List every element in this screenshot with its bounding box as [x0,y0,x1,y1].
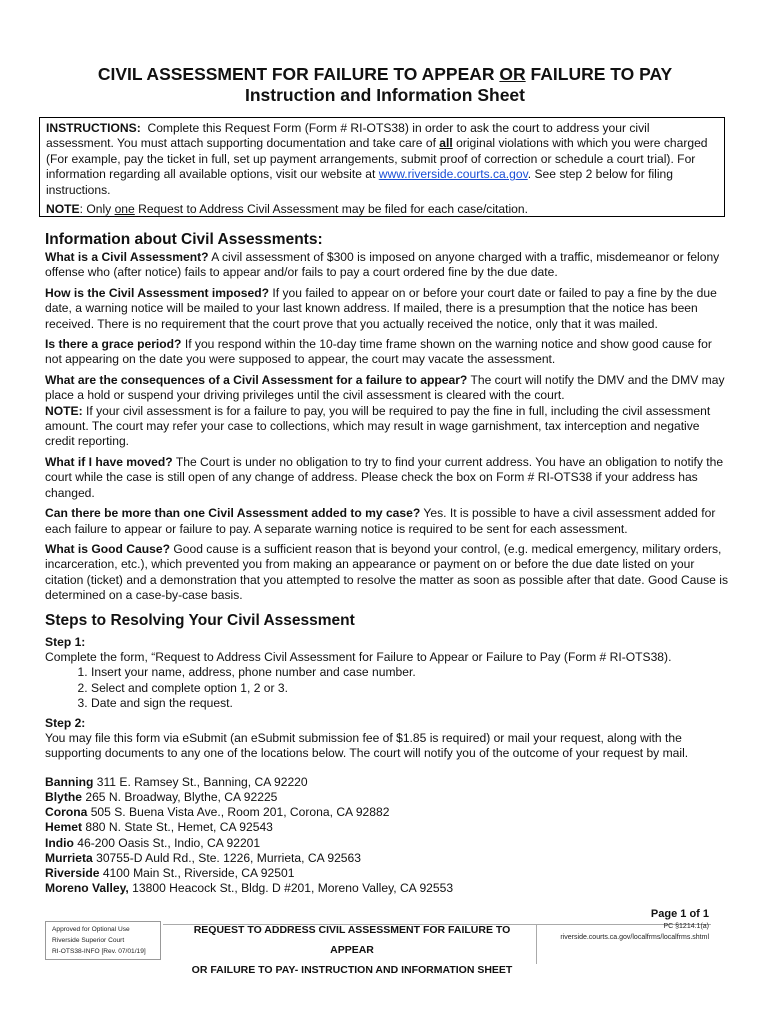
page-number: Page 1 of 1 [650,908,709,920]
footer-divider-vertical [536,924,537,964]
info-heading: Information about Civil Assessments: [45,231,323,248]
footer-approval-line: RI-OTS38-INFO [Rev. 07/01/19] [52,948,146,955]
list-item: 1. Insert your name, address, phone number and case number. [91,665,729,680]
location-item: Indio 46-200 Oasis St., Indio, CA 92201 [45,835,261,850]
qa-note: NOTE: If your civil assessment is for a failure to pay, you will be required to pay the fine in full, including the civil assessment amount. The court may refer your case to collections, which may result in wage garnishment, tax interception and negative credit reporting. [45,403,711,449]
location-item: Murrieta 30755-D Auld Rd., Ste. 1226, Murrieta, CA 92563 [45,850,361,865]
footer-approval-line: Approved for Optional Use [52,926,130,933]
list-item: 3. Date and sign the request. [91,696,729,711]
location-item: Blythe 265 N. Broadway, Blythe, CA 92225 [45,789,278,804]
qa-moved: What if I have moved? The Court is under no obligation to try to find your current address. You have an obligation to notify the court while the case is still open of any change of address. Please check the box on Form # RI-OTS38 if your address has changed. [45,454,724,500]
qa-good-cause: What is Good Cause? Good cause is a sufficient reason that is beyond your control, (e.g. medical emergency, military orders, incarceration, etc.), which prevented you from making an appearance or payment on or before the due date listed on your citation (ticket) and a demonstration that you attempted to resolve the matter as soon as possible after that date. Good Cause is determined on a case-by-case basis. [45,541,729,603]
location-item: Riverside 4100 Main St., Riverside, CA 92501 [45,866,295,880]
steps-heading: Steps to Resolving Your Civil Assessment [45,611,355,629]
qa-consequences: What are the consequences of a Civil Assessment for a failure to appear? The court will notify the DMV and the DMV may place a hold or suspend your driving privileges until the civil assessment is cleared with the court. [45,372,725,403]
page-footer [0,908,770,976]
location-item: Hemet 880 N. State St., Hemet, CA 92543 [45,820,273,835]
footer-reference [560,921,709,943]
step1-label: Step 1: [45,634,86,649]
footer-url: riverside.courts.ca.gov/localfrms/localfrms.shtml [560,934,709,941]
location-item: Corona 505 S. Buena Vista Ave., Room 201, Corona, CA 92882 [45,805,390,820]
locations-list [45,775,729,897]
step2-label: Step 2: [45,715,86,730]
location-item: Banning 311 E. Ramsey St., Banning, CA 92220 [45,774,308,789]
footer-approval-box [45,921,161,960]
step1-text: Complete the form, “Request to Address Civil Assessment for Failure to Appear or Failure to Pay (Form # RI-OTS38). [45,649,672,664]
step2-text: You may file this form via eSubmit (an eSubmit submission fee of $1.85 is required) or mail your request, along with the supporting documents to any one of the locations below. The court will notify you of the outcome of your request by mail. [45,730,689,761]
step1-list [45,665,729,711]
instructions-box [39,117,725,217]
qa-how-imposed: How is the Civil Assessment imposed? If you failed to appear on or before your court date or failed to pay a fine by the due date, a warning notice will be mailed to your last known address. If mailed, there is a presumption that the notice has been received. There is no requirement that the court prove that you actually received the notice, only that it was mailed. [45,285,717,331]
qa-more-than-one: Can there be more than one Civil Assessment added to my case? Yes. It is possible to have a civil assessment added for each failure to appear or failure to pay. A separate warning notice is required to be sent for each assessment. [45,506,716,536]
website-link[interactable]: www.riverside.courts.ca.gov [378,167,528,182]
footer-title-line: REQUEST TO ADDRESS CIVIL ASSESSMENT FOR FAILURE TO APPEAR [193,924,511,956]
qa-grace-period: Is there a grace period? If you respond within the 10-day time frame shown on the warning notice and show good cause for not appearing on the date you were supposed to appear, the court may vacate the assessment. [45,337,712,367]
title-subtitle: Instruction and Information Sheet [244,85,525,105]
instructions-text: INSTRUCTIONS: Complete this Request Form (Form # RI-OTS38) in order to ask the court to address your civil assessment. You must attach supporting documentation and take care of all original violations with which you were charged (For example, pay the ticket in full, set up payment arrangements, submit proof of correction or schedule a court trial). For information regarding all available options, visit our website at www.riverside.courts.ca.gov. See step 2 below for filing instructions. [46,121,708,197]
footer-form-title [172,920,532,980]
instructions-note: NOTE: Only one Request to Address Civil Assessment may be filed for each case/citation. [46,202,528,217]
title-line-1: CIVIL ASSESSMENT FOR FAILURE TO APPEAR OR FAILURE TO PAY [97,64,673,84]
location-item: Moreno Valley, 13800 Heacock St., Bldg. D #201, Moreno Valley, CA 92553 [45,881,454,896]
footer-code: PC §1214.1(a) [663,923,709,930]
list-item: 2. Select and complete option 1, 2 or 3. [91,681,729,696]
main-content [45,230,729,896]
footer-approval-line: Riverside Superior Court [52,937,125,944]
qa-what-is: What is a Civil Assessment? A civil assessment of $300 is imposed on anyone charged with a traffic, misdemeanor or felony offense who (after notice) fails to appear and/or fails to pay a court ordered fine by the due date. [45,250,720,280]
document-title [0,64,770,106]
footer-title-line: OR FAILURE TO PAY- INSTRUCTION AND INFORMATION SHEET [191,964,513,976]
